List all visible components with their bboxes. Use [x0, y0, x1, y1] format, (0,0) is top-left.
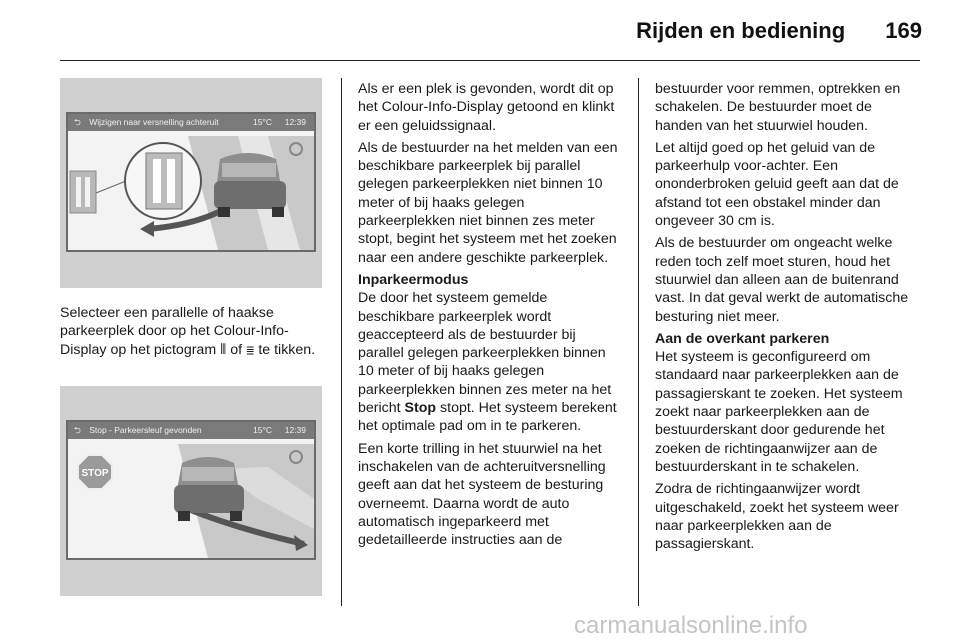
- display-status-bar-2: [68, 422, 314, 439]
- perpendicular-parking-icon: ≣: [246, 341, 255, 358]
- paragraph-select-space: [60, 304, 322, 359]
- parking-scene-illustration: [68, 131, 314, 250]
- display-temperature: 15°C: [253, 117, 272, 127]
- column-divider-1: [341, 78, 342, 606]
- column-divider-2: [638, 78, 639, 606]
- heading-parking-mode: Inparkeermodus: [358, 271, 469, 288]
- paragraph-sound: Let altijd goed op het geluid van de parkeerhulp voor-achter. Een ononderbroken geluid geeft aan dat de afstand tot een obstakel minder dan ongeveer 30 cm is.: [655, 139, 899, 230]
- heading-opposite-side: Aan de overkant parkeren: [655, 330, 830, 347]
- text-stop-bold: Stop: [404, 400, 437, 417]
- display-message: Wijzigen naar versnelling achteruit: [89, 117, 219, 127]
- text-of: of: [230, 341, 243, 358]
- paragraph-driver-controls: bestuurder voor remmen, optrekken en schakelen. De bestuurder moet de handen van het stuurwiel houden.: [655, 81, 901, 134]
- page-title: Rijden en bediening: [636, 18, 846, 43]
- paragraph-parking-mode: [358, 289, 624, 435]
- paragraph-search-again: Als de bestuurder na het melden van een beschikbare parkeerplek bij parallel gelegen parkeerplekken niet binnen 10 meter of bij haaks gelegen parkeerplekken niet binnen zes meter stopt, begint het systeem met het zoeken naar een andere geschikte parkeerplek.: [358, 139, 618, 266]
- paragraph-indicator-off: Zodra de richtingaanwijzer wordt uitgeschakeld, zoekt het systeem weer naar parkeerplekken aan de passagierskant.: [655, 481, 899, 553]
- svg-text:STOP: STOP: [81, 468, 109, 479]
- display-screen-2: [66, 420, 316, 560]
- stop-scene-illustration: [68, 439, 314, 558]
- back-arrow-icon-2: ⮌: [74, 425, 81, 435]
- paragraph-steer-self: Als de bestuurder om ongeacht welke reden toch zelf moet sturen, houd het stuurwiel dan alleen aan de buitenrand vast. In dat geval werkt de automatische besturing niet meer.: [655, 235, 909, 325]
- stop-sign-icon: [78, 455, 112, 489]
- display-screen: [66, 112, 316, 252]
- paragraph-vibration: Een korte trilling in het stuurwiel na het inschakelen van de achteruitversnelling geeft aan dat het systeem de besturing overneemt. Daarna wordt de auto automatisch ingeparkeerd met gedetailleerde instructies aan de: [358, 440, 606, 549]
- display-temperature-2: 15°C: [253, 425, 272, 435]
- page-header: [636, 18, 922, 44]
- parallel-parking-icon: ⦀: [220, 341, 227, 358]
- header-rule: [60, 60, 920, 61]
- paragraph-space-found: Als er een plek is gevonden, wordt dit op het Colour-Info-Display getoond en klinkt er een geluidssignaal.: [358, 81, 615, 134]
- column-1-text: [60, 304, 322, 363]
- car-rear-icon-2: [174, 457, 244, 521]
- display-message-2: Stop - Parkeersleuf gevonden: [89, 425, 202, 435]
- watermark: carmanualsonline.info: [574, 612, 808, 639]
- text-accept-a: De door het systeem gemelde beschikbare parkeerplek wordt geaccepteerd als de bestuurder bij parallel gelegen parkeerplekken binnen 10 meter of bij haaks gelegen parkeerplekken binnen zes meter na het bericht: [358, 290, 612, 417]
- figure-stop-parking-space: [60, 386, 322, 596]
- display-status-bar: [68, 114, 314, 131]
- text-select-b: te tikken.: [258, 341, 316, 358]
- text-accept-b: stopt. Het systeem berekent het optimale pad om in te parkeren.: [358, 400, 617, 435]
- column-3-text: [655, 80, 921, 557]
- back-arrow-icon: ⮌: [74, 117, 81, 127]
- text-select-a: Selecteer een parallelle of haakse parkeerplek door op het Colour-Info-Display op het pictogram: [60, 305, 289, 358]
- figure-parking-space-found: [60, 78, 322, 288]
- paragraph-opposite-side: Het systeem is geconfigureerd om standaard naar parkeerplekken aan de passagierskant te zoeken. Het systeem zoekt naar parkeerplekken aan de bestuurderskant door gedurende het zoeken de richtingaanwijzer aan de bestuurderskant in te schakelen.: [655, 349, 903, 475]
- column-2-text: [358, 80, 624, 553]
- display-clock: 12:39: [284, 117, 306, 127]
- page-number: 169: [885, 18, 922, 43]
- car-rear-icon: [214, 153, 286, 217]
- display-clock-2: 12:39: [284, 425, 306, 435]
